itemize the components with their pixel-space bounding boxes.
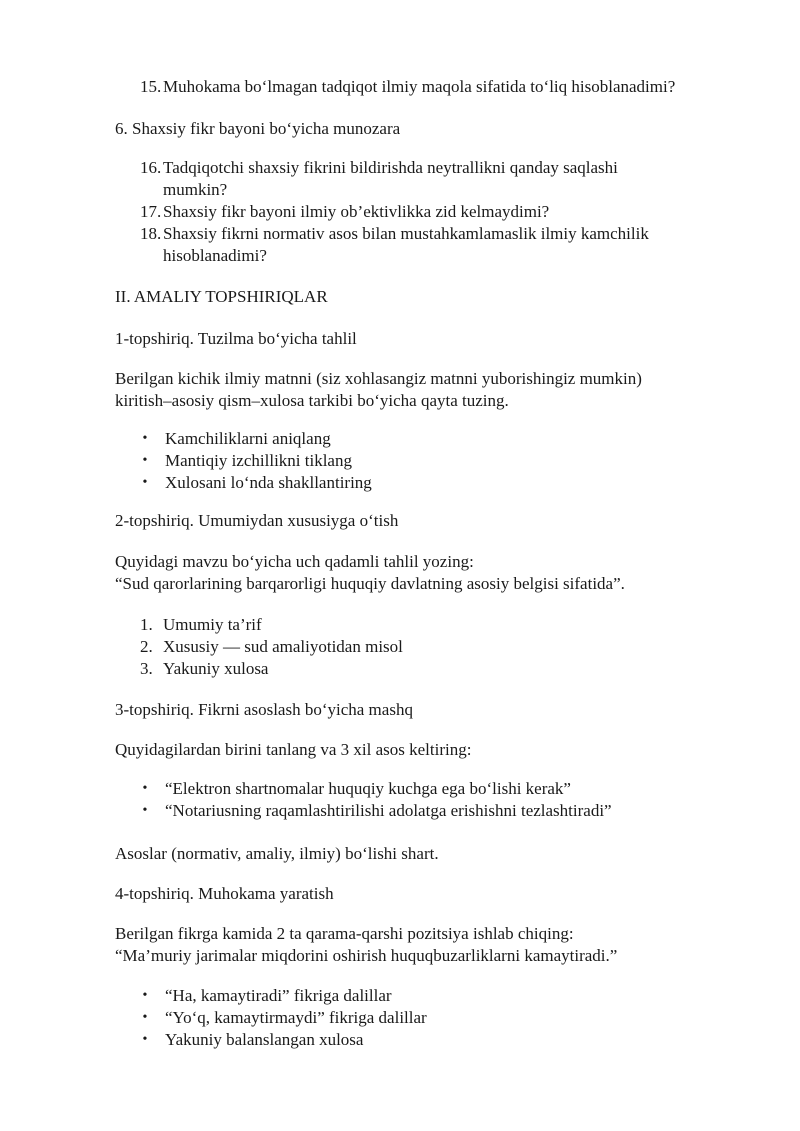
bullet-text: “Ha, kamaytiradi” fikriga dalillar (165, 986, 392, 1005)
bullet-icon: • (142, 431, 148, 446)
bullet-text: “Notariusning raqamlashtirilishi adolatga erishishni tezlashtiradi” (165, 801, 612, 820)
bullet-text: Yakuniy balanslangan xulosa (165, 1030, 364, 1049)
task-4-bullet-1 (140, 985, 760, 1007)
item-number: 2. (140, 637, 153, 656)
task-2-item-2 (140, 636, 760, 658)
task-2-intro-line-2: “Sud qarorlarining barqarorligi huquqiy davlatning asosiy belgisi sifatida”. (115, 574, 625, 593)
bullet-text: Mantiqiy izchillikni tiklang (165, 451, 352, 470)
task-3-bullet-2 (140, 800, 760, 822)
question-number: 18. (140, 224, 162, 243)
bullet-text: Kamchiliklarni aniqlang (165, 429, 331, 448)
item-number: 3. (140, 659, 153, 678)
task-2-title: 2-topshiriq. Umumiydan xususiyga o‘tish (115, 511, 399, 530)
task-1-bullet-3 (140, 472, 760, 494)
bullet-icon: • (142, 475, 148, 490)
part-2-heading: II. AMALIY TOPSHIRIQLAR (115, 287, 328, 306)
bullet-icon: • (142, 1032, 148, 1047)
question-17 (140, 201, 760, 223)
task-2-item-1 (140, 614, 760, 636)
question-15 (140, 76, 760, 98)
question-16 (140, 157, 760, 201)
task-1-bullet-2 (140, 450, 760, 472)
bullet-text: “Yo‘q, kamaytirmaydi” fikriga dalillar (165, 1008, 427, 1027)
task-4-bullet-2 (140, 1007, 760, 1029)
task-1-bullet-1 (140, 428, 760, 450)
bullet-icon: • (142, 803, 148, 818)
question-text: Shaxsiy fikrni normativ asos bilan mustahkamlamaslik ilmiy kamchilik hisoblanadimi? (163, 224, 649, 265)
task-3-intro: Quyidagilardan birini tanlang va 3 xil asos keltiring: (115, 740, 472, 759)
bullet-icon: • (142, 453, 148, 468)
bullet-icon: • (142, 988, 148, 1003)
task-3-title: 3-topshiriq. Fikrni asoslash bo‘yicha mashq (115, 700, 413, 719)
item-text: Umumiy ta’rif (163, 615, 262, 634)
question-text: Tadqiqotchi shaxsiy fikrini bildirishda neytrallikni qanday saqlashi mumkin? (163, 158, 618, 199)
bullet-icon: • (142, 781, 148, 796)
question-text: Shaxsiy fikr bayoni ilmiy ob’ektivlikka zid kelmaydimi? (163, 202, 550, 221)
task-1-title: 1-topshiriq. Tuzilma bo‘yicha tahlil (115, 329, 357, 348)
section-6-heading: 6. Shaxsiy fikr bayoni bo‘yicha munozara (115, 119, 401, 138)
question-18 (140, 223, 760, 267)
item-number: 1. (140, 615, 153, 634)
task-4-title: 4-topshiriq. Muhokama yaratish (115, 884, 334, 903)
item-text: Xususiy — sud amaliyotidan misol (163, 637, 403, 656)
item-text: Yakuniy xulosa (163, 659, 269, 678)
task-4-intro-line-1: Berilgan fikrga kamida 2 ta qarama-qarshi pozitsiya ishlab chiqing: (115, 924, 574, 943)
question-number: 17. (140, 202, 162, 221)
task-3-note: Asoslar (normativ, amaliy, ilmiy) bo‘lishi shart. (115, 844, 439, 863)
question-text: Muhokama bo‘lmagan tadqiqot ilmiy maqola sifatida to‘liq hisoblanadimi? (163, 77, 676, 96)
task-4-intro-line-2: “Ma’muriy jarimalar miqdorini oshirish huquqbuzarliklarni kamaytiradi.” (115, 946, 618, 965)
task-2-item-3 (140, 658, 760, 680)
task-2-intro-line-1: Quyidagi mavzu bo‘yicha uch qadamli tahlil yozing: (115, 552, 474, 571)
bullet-text: Xulosani lo‘nda shakllantiring (165, 473, 372, 492)
task-3-bullet-1 (140, 778, 760, 800)
bullet-icon: • (142, 1010, 148, 1025)
task-1-intro-line-2: kiritish–asosiy qism–xulosa tarkibi bo‘yicha qayta tuzing. (115, 391, 509, 410)
question-number: 16. (140, 158, 162, 177)
bullet-text: “Elektron shartnomalar huquqiy kuchga ega bo‘lishi kerak” (165, 779, 571, 798)
question-number: 15. (140, 77, 162, 96)
task-4-bullet-3 (140, 1029, 760, 1051)
task-1-intro-line-1: Berilgan kichik ilmiy matnni (siz xohlasangiz matnni yuborishingiz mumkin) (115, 369, 642, 388)
